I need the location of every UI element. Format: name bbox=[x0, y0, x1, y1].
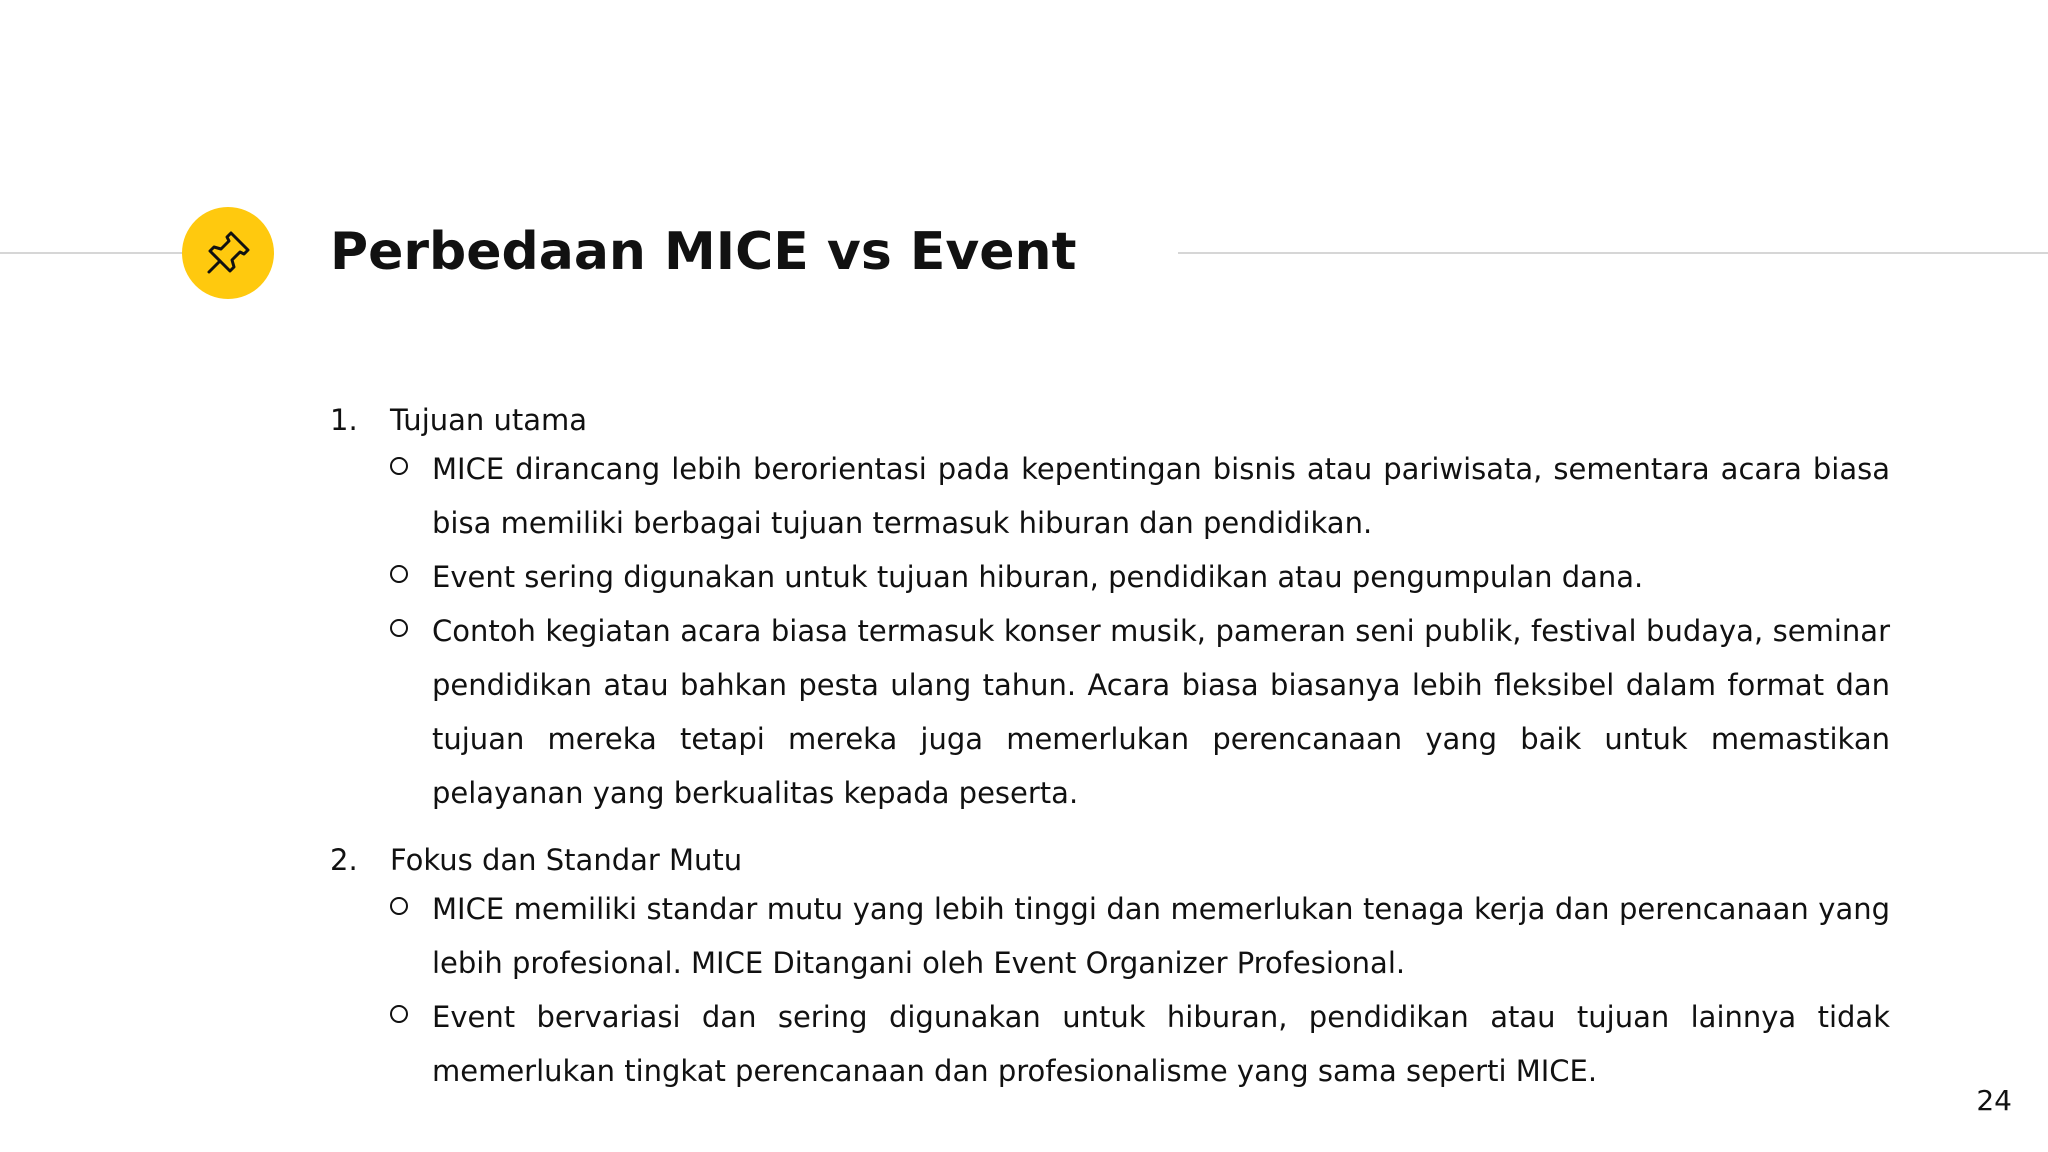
content-list bbox=[330, 398, 1890, 1116]
item-number: 1. bbox=[330, 403, 358, 437]
sub-bullet-list bbox=[330, 442, 1890, 820]
sub-bullet-text: MICE memiliki standar mutu yang lebih tinggi dan memerlukan tenaga kerja dan perencanaan yang lebih profesional. MICE Ditangani oleh Event Organizer Profesional. bbox=[432, 892, 1890, 980]
hollow-circle-bullet-icon bbox=[390, 1005, 408, 1023]
pushpin-icon bbox=[200, 225, 256, 281]
hollow-circle-bullet-icon bbox=[390, 897, 408, 915]
sub-bullet bbox=[390, 550, 1890, 604]
list-item bbox=[330, 398, 1890, 820]
slide-title: Perbedaan MICE vs Event bbox=[330, 222, 1077, 282]
sub-bullet-text: Contoh kegiatan acara biasa termasuk konser musik, pameran seni publik, festival budaya, seminar pendidikan atau bahkan pesta ulang tahun. Acara biasa biasanya lebih fleksibel dalam format dan tujuan mereka tetapi mereka juga memerlukan perencanaan yang baik untuk memastikan pelayanan yang berkualitas kepada peserta. bbox=[432, 614, 1890, 810]
sub-bullet bbox=[390, 882, 1890, 990]
header-divider-left bbox=[0, 252, 200, 254]
item-heading bbox=[330, 838, 1890, 882]
list-item bbox=[330, 838, 1890, 1098]
hollow-circle-bullet-icon bbox=[390, 457, 408, 475]
hollow-circle-bullet-icon bbox=[390, 619, 408, 637]
sub-bullet bbox=[390, 990, 1890, 1098]
item-heading-text: Tujuan utama bbox=[390, 403, 588, 437]
sub-bullet-text: Event sering digunakan untuk tujuan hiburan, pendidikan atau pengumpulan dana. bbox=[432, 560, 1644, 594]
title-badge bbox=[182, 207, 274, 299]
item-number: 2. bbox=[330, 843, 358, 877]
header-divider-right bbox=[1178, 252, 2048, 254]
item-heading-text: Fokus dan Standar Mutu bbox=[390, 843, 743, 877]
page-number: 24 bbox=[1976, 1084, 2012, 1117]
sub-bullet-list bbox=[330, 882, 1890, 1098]
hollow-circle-bullet-icon bbox=[390, 565, 408, 583]
sub-bullet bbox=[390, 604, 1890, 820]
sub-bullet-text: Event bervariasi dan sering digunakan untuk hiburan, pendidikan atau tujuan lainnya tidak memerlukan tingkat perencanaan dan profesionalisme yang sama seperti MICE. bbox=[432, 1000, 1890, 1088]
sub-bullet bbox=[390, 442, 1890, 550]
item-heading bbox=[330, 398, 1890, 442]
sub-bullet-text: MICE dirancang lebih berorientasi pada kepentingan bisnis atau pariwisata, sementara acara biasa bisa memiliki berbagai tujuan termasuk hiburan dan pendidikan. bbox=[432, 452, 1890, 540]
